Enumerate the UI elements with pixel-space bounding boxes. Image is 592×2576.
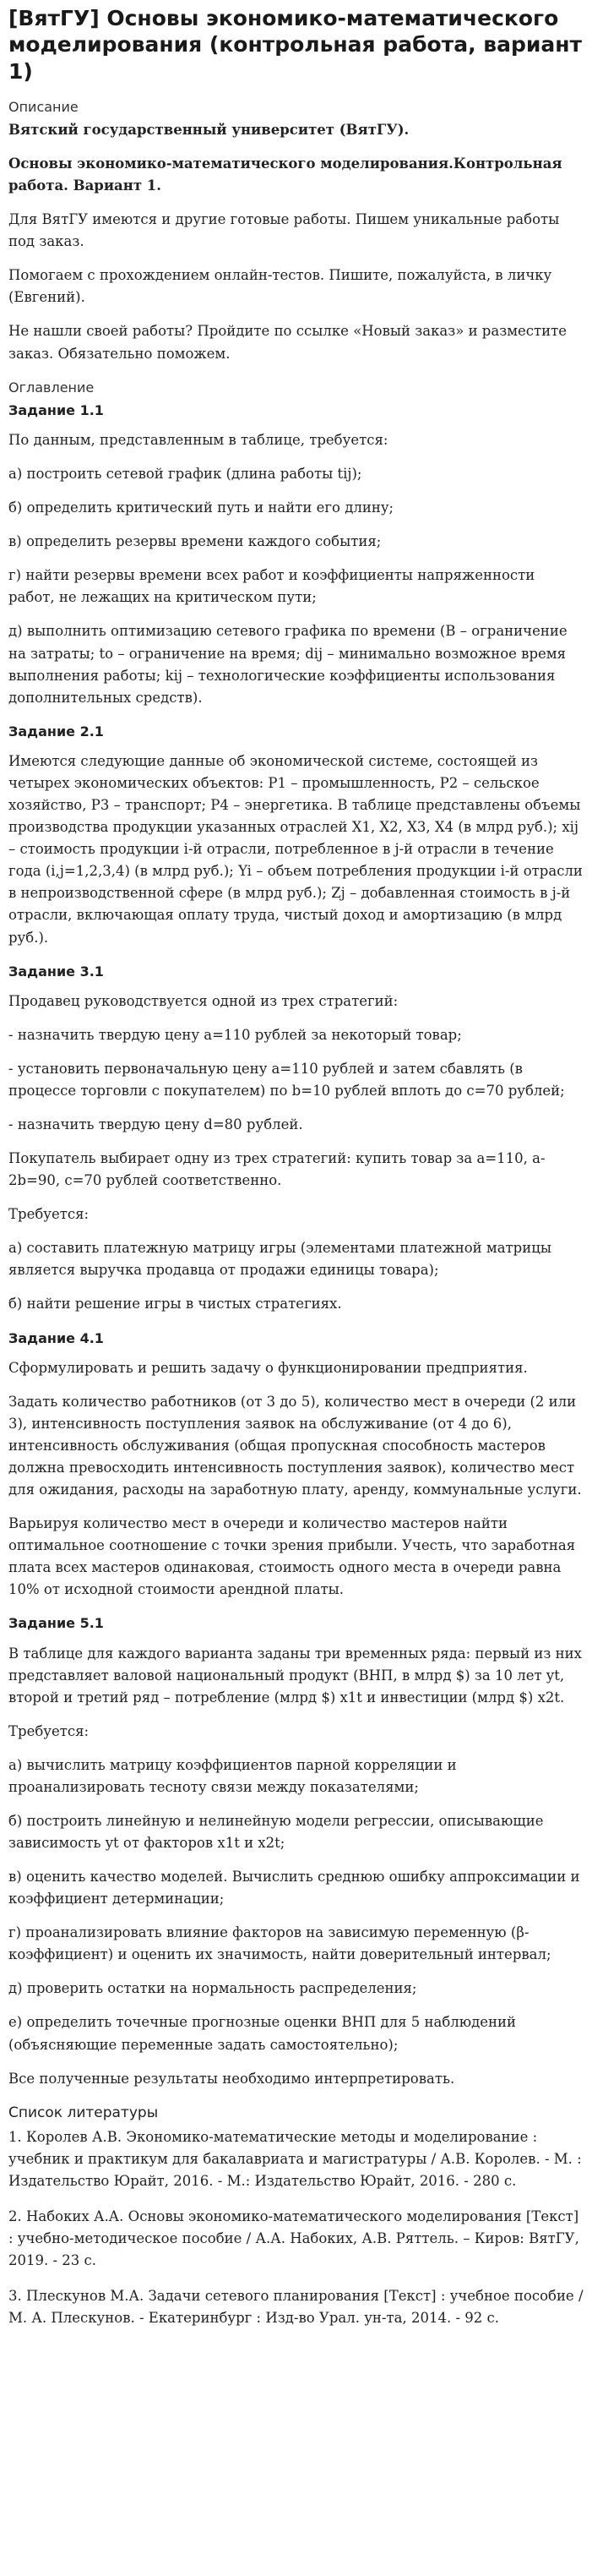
literature-item: 1. Королев А.В. Экономико-математические методы и моделирование : учебник и практикум для бакалавриата и магистратуры / А.В. Королев. - М. : Издательство Юрайт, 2016. - М.: Издательство Юрайт, 2016. - 280 с. xyxy=(8,2128,582,2189)
task-paragraph: Все полученные результаты необходимо интерпретировать. xyxy=(8,2070,455,2087)
task-paragraph: е) определить точечные прогнозные оценки ВНП для 5 наблюдений (объясняющие переменные задать самостоятельно); xyxy=(8,2014,517,2053)
task-paragraph: б) найти решение игры в чистых стратегиях. xyxy=(8,1296,342,1313)
task-paragraph: г) проанализировать влияние факторов на зависимую переменную (β-коэффициент) и оценить их значимость, найти доверительный интервал; xyxy=(8,1924,551,1963)
task-paragraph: - назначить твердую цену d=80 рублей. xyxy=(8,1116,303,1133)
task-paragraph: - установить первоначальную цену a=110 рублей и затем сбавлять (в процессе торговли с покупателем) по b=10 рублей вплоть до c=70 рублей; xyxy=(8,1060,565,1100)
course-title: Основы экономико-математического моделирования.Контрольная работа. Вариант 1. xyxy=(8,156,562,194)
task-section xyxy=(8,400,584,709)
university-name: Вятский государственный университет (ВятГУ). xyxy=(8,122,410,139)
task-section xyxy=(8,961,584,1316)
toc-label: Оглавление xyxy=(8,379,95,396)
task-paragraph: г) найти резервы времени всех работ и коэффициенты напряженности работ, не лежащих на критическом пути; xyxy=(8,567,535,606)
task-paragraph: в) оценить качество моделей. Вычислить среднюю ошибку аппроксимации и коэффициент детерминации; xyxy=(8,1869,580,1907)
literature-item: 2. Набоких А.А. Основы экономико-математического моделирования [Текст] : учебно-методическое пособие / А.А. Набоких, А.В. Ряттель. – Киров: ВятГУ, 2019. - 23 с. xyxy=(8,2208,579,2268)
task-paragraph: д) проверить остатки на нормальность распределения; xyxy=(8,1980,417,1997)
task-paragraph: Варьируя количество мест в очереди и количество мастеров найти оптимальное соотношение с точки зрения прибыли. Учесть, что заработная плата всех мастеров одинаковая, стоимость одного места в очереди равна 10% от исходной стоимости арендной платы. xyxy=(8,1515,576,1598)
task-title: Задание 2.1 xyxy=(8,723,104,740)
task-paragraph: в) определить резервы времени каждого события; xyxy=(8,533,382,550)
description-paragraph: Помогаем с прохождением онлайн-тестов. Пишите, пожалуйста, в личку (Евгений). xyxy=(8,267,552,306)
task-section xyxy=(8,721,584,949)
task-paragraph: Сформулировать и решить задачу о функционировании предприятия. xyxy=(8,1359,528,1376)
task-paragraph: б) построить линейную и нелинейную модели регрессии, описывающие зависимость yt от факторов x1t и x2t; xyxy=(8,1813,544,1852)
task-paragraph: Требуется: xyxy=(8,1206,90,1223)
task-title: Задание 4.1 xyxy=(8,1329,104,1346)
literature-label: Список литературы xyxy=(8,2104,159,2121)
task-paragraph: Требуется: xyxy=(8,1722,90,1739)
description-paragraph: Не нашли своей работы? Пройдите по ссылке «Новый заказ» и разместите заказ. Обязательно поможем. xyxy=(8,323,568,362)
page-title: [ВятГУ] Основы экономико-математического моделирования (контрольная работа, вариант 1) xyxy=(8,6,583,84)
task-paragraph: В таблице для каждого варианта заданы три временных ряда: первый из них представляет валовой национальный продукт (ВНП, в млрд $) за 10 лет yt, второй и третий ряд – потребление (млрд $) x1t и инвестиции (млрд $) x2t. xyxy=(8,1645,582,1706)
task-paragraph: б) определить критический путь и найти его длину; xyxy=(8,499,394,516)
task-paragraph: а) составить платежную матрицу игры (элементами платежной матрицы является выручка продавца от продажи единицы товара); xyxy=(8,1240,551,1279)
task-paragraph: Покупатель выбирает одну из трех стратегий: купить товар за a=110, a-2b=90, c=70 рублей соответственно. xyxy=(8,1150,546,1189)
task-paragraph: Продавец руководствуется одной из трех стратегий: xyxy=(8,992,399,1009)
task-paragraph: - назначить твердую цену a=110 рублей за некоторый товар; xyxy=(8,1026,462,1043)
literature-section xyxy=(8,2102,584,2329)
task-title: Задание 3.1 xyxy=(8,963,104,980)
task-title: Задание 5.1 xyxy=(8,1615,104,1632)
task-paragraph: Имеются следующие данные об экономической системе, состоящей из четырех экономических объектов: P1 – промышленность, P2 – сельское хозяйство, P3 – транспорт; P4 – энергетика. В таблице представлены объемы производства продукции указанных отраслей X1, X2, X3, X4 (в млрд руб.); xij – стоимость продукции i-й отрасли, потребленное в j-й отрасли в течение года (i,j=1,2,3,4) (в млрд руб.); Yi – объем потребления продукции i-й отрасли в непроизводственной сфере (в млрд руб.); Zj – добавленная стоимость в j-й отрасли, включающая оплату труда, чистый доход и амортизацию (в млрд руб.). xyxy=(8,753,583,946)
task-section xyxy=(8,1328,584,1602)
description-paragraph: Для ВятГУ имеются и другие готовые работы. Пишем уникальные работы под заказ. xyxy=(8,211,560,250)
task-paragraph: д) выполнить оптимизацию сетевого графика по времени (B – ограничение на затраты; to – ограничение на время; dij – минимально возможное время выполнения работы; kij – технологические коэффициенты использования дополнительных средств). xyxy=(8,623,568,706)
task-paragraph: а) вычислить матрицу коэффициентов парной корреляции и проанализировать тесноту связи между показателями; xyxy=(8,1756,457,1795)
task-paragraph: По данным, представленным в таблице, требуется: xyxy=(8,432,388,449)
literature-list xyxy=(8,2126,584,2330)
task-paragraph: Задать количество работников (от 3 до 5), количество мест в очереди (2 или 3), интенсивность поступления заявок на обслуживание (от 4 до 6), интенсивность обслуживания (общая пропускная способность мастеров должна превосходить интенсивность поступления заявок), количество мест для ожидания, расходы на заработную плату, аренду, коммунальные услуги. xyxy=(8,1393,582,1498)
tasks-container xyxy=(8,400,584,2090)
description-label: Описание xyxy=(8,98,79,115)
task-section xyxy=(8,1613,584,2089)
task-paragraph: а) построить сетевой график (длина работы tij); xyxy=(8,466,362,483)
task-title: Задание 1.1 xyxy=(8,401,104,418)
literature-item: 3. Плескунов М.А. Задачи сетевого планирования [Текст] : учебное пособие / М. А. Плескунов. - Екатеринбург : Изд-во Урал. ун-та, 2014. - 92 с. xyxy=(8,2287,584,2326)
